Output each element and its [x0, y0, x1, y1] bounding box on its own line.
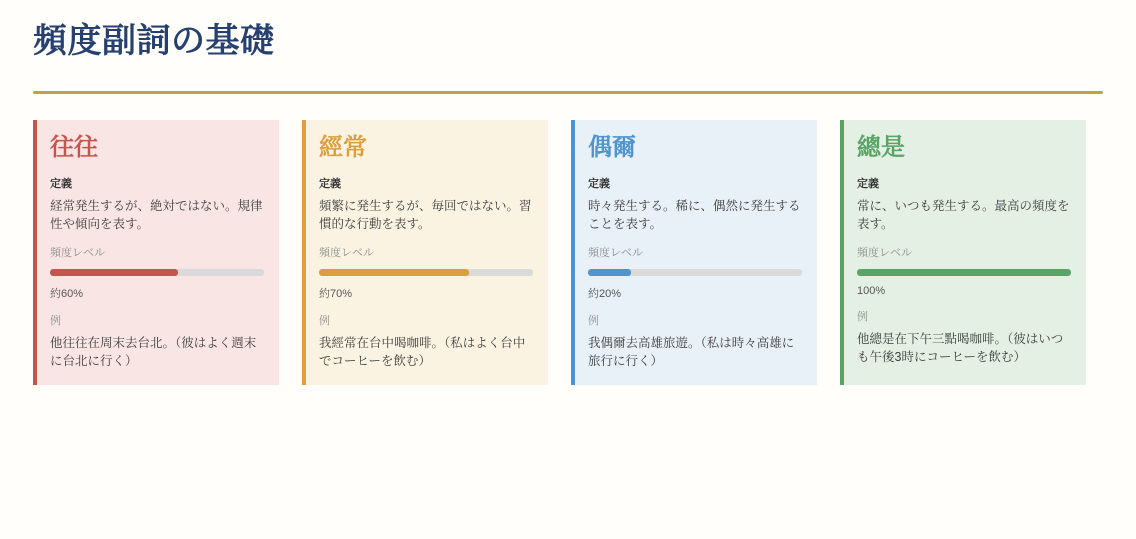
card-ouer — [571, 120, 817, 385]
frequency-bar-track — [857, 269, 1071, 276]
title-divider — [33, 91, 1103, 94]
frequency-bar-fill — [857, 269, 1071, 276]
frequency-level-label: 頻度レベル — [588, 247, 643, 260]
definition-text: 常に、いつも発生する。最高の頻度を表す。 — [857, 199, 1070, 232]
frequency-percent: 100% — [857, 285, 886, 298]
card-wangwang — [33, 120, 279, 385]
cards-grid — [33, 120, 1086, 385]
frequency-bar-fill — [588, 269, 631, 276]
definition-text: 経常発生するが、絶対ではない。規律性や傾向を表す。 — [50, 199, 263, 232]
definition-label: 定義 — [588, 178, 610, 191]
example-label: 例 — [50, 315, 61, 328]
example-text: 他總是在下午三點喝咖啡。（彼はいつも午後3時にコーヒーを飲む） — [857, 332, 1064, 365]
card-jingchang — [302, 120, 548, 385]
frequency-bar-fill — [319, 269, 469, 276]
definition-label: 定義 — [857, 178, 879, 191]
example-text: 我經常在台中喝咖啡。（私はよく台中でコーヒーを飲む） — [319, 336, 526, 369]
frequency-percent: 約60% — [50, 288, 84, 301]
frequency-level-label: 頻度レベル — [319, 247, 374, 260]
card-title: 經常 — [319, 133, 367, 161]
example-text: 他往往在周末去台北。（彼はよく週末に台北に行く） — [50, 336, 257, 369]
card-title: 往往 — [50, 133, 98, 161]
frequency-bar-track — [588, 269, 802, 276]
definition-label: 定義 — [319, 178, 341, 191]
definition-text: 時々発生する。稀に、偶然に発生することを表す。 — [588, 199, 801, 232]
frequency-percent: 約20% — [588, 288, 622, 301]
example-label: 例 — [319, 315, 330, 328]
frequency-bar-track — [319, 269, 533, 276]
page-title: 頻度副詞の基礎 — [33, 22, 275, 60]
example-text: 我偶爾去高雄旅遊。（私は時々高雄に旅行に行く） — [588, 336, 795, 369]
frequency-level-label: 頻度レベル — [50, 247, 105, 260]
definition-text: 頻繁に発生するが、毎回ではない。習慣的な行動を表す。 — [319, 199, 532, 232]
card-title: 總是 — [857, 133, 905, 161]
example-label: 例 — [857, 311, 868, 324]
frequency-bar-fill — [50, 269, 178, 276]
card-zongshi — [840, 120, 1086, 385]
frequency-percent: 約70% — [319, 288, 353, 301]
frequency-level-label: 頻度レベル — [857, 247, 912, 260]
card-title: 偶爾 — [588, 133, 636, 161]
frequency-bar-track — [50, 269, 264, 276]
example-label: 例 — [588, 315, 599, 328]
definition-label: 定義 — [50, 178, 72, 191]
